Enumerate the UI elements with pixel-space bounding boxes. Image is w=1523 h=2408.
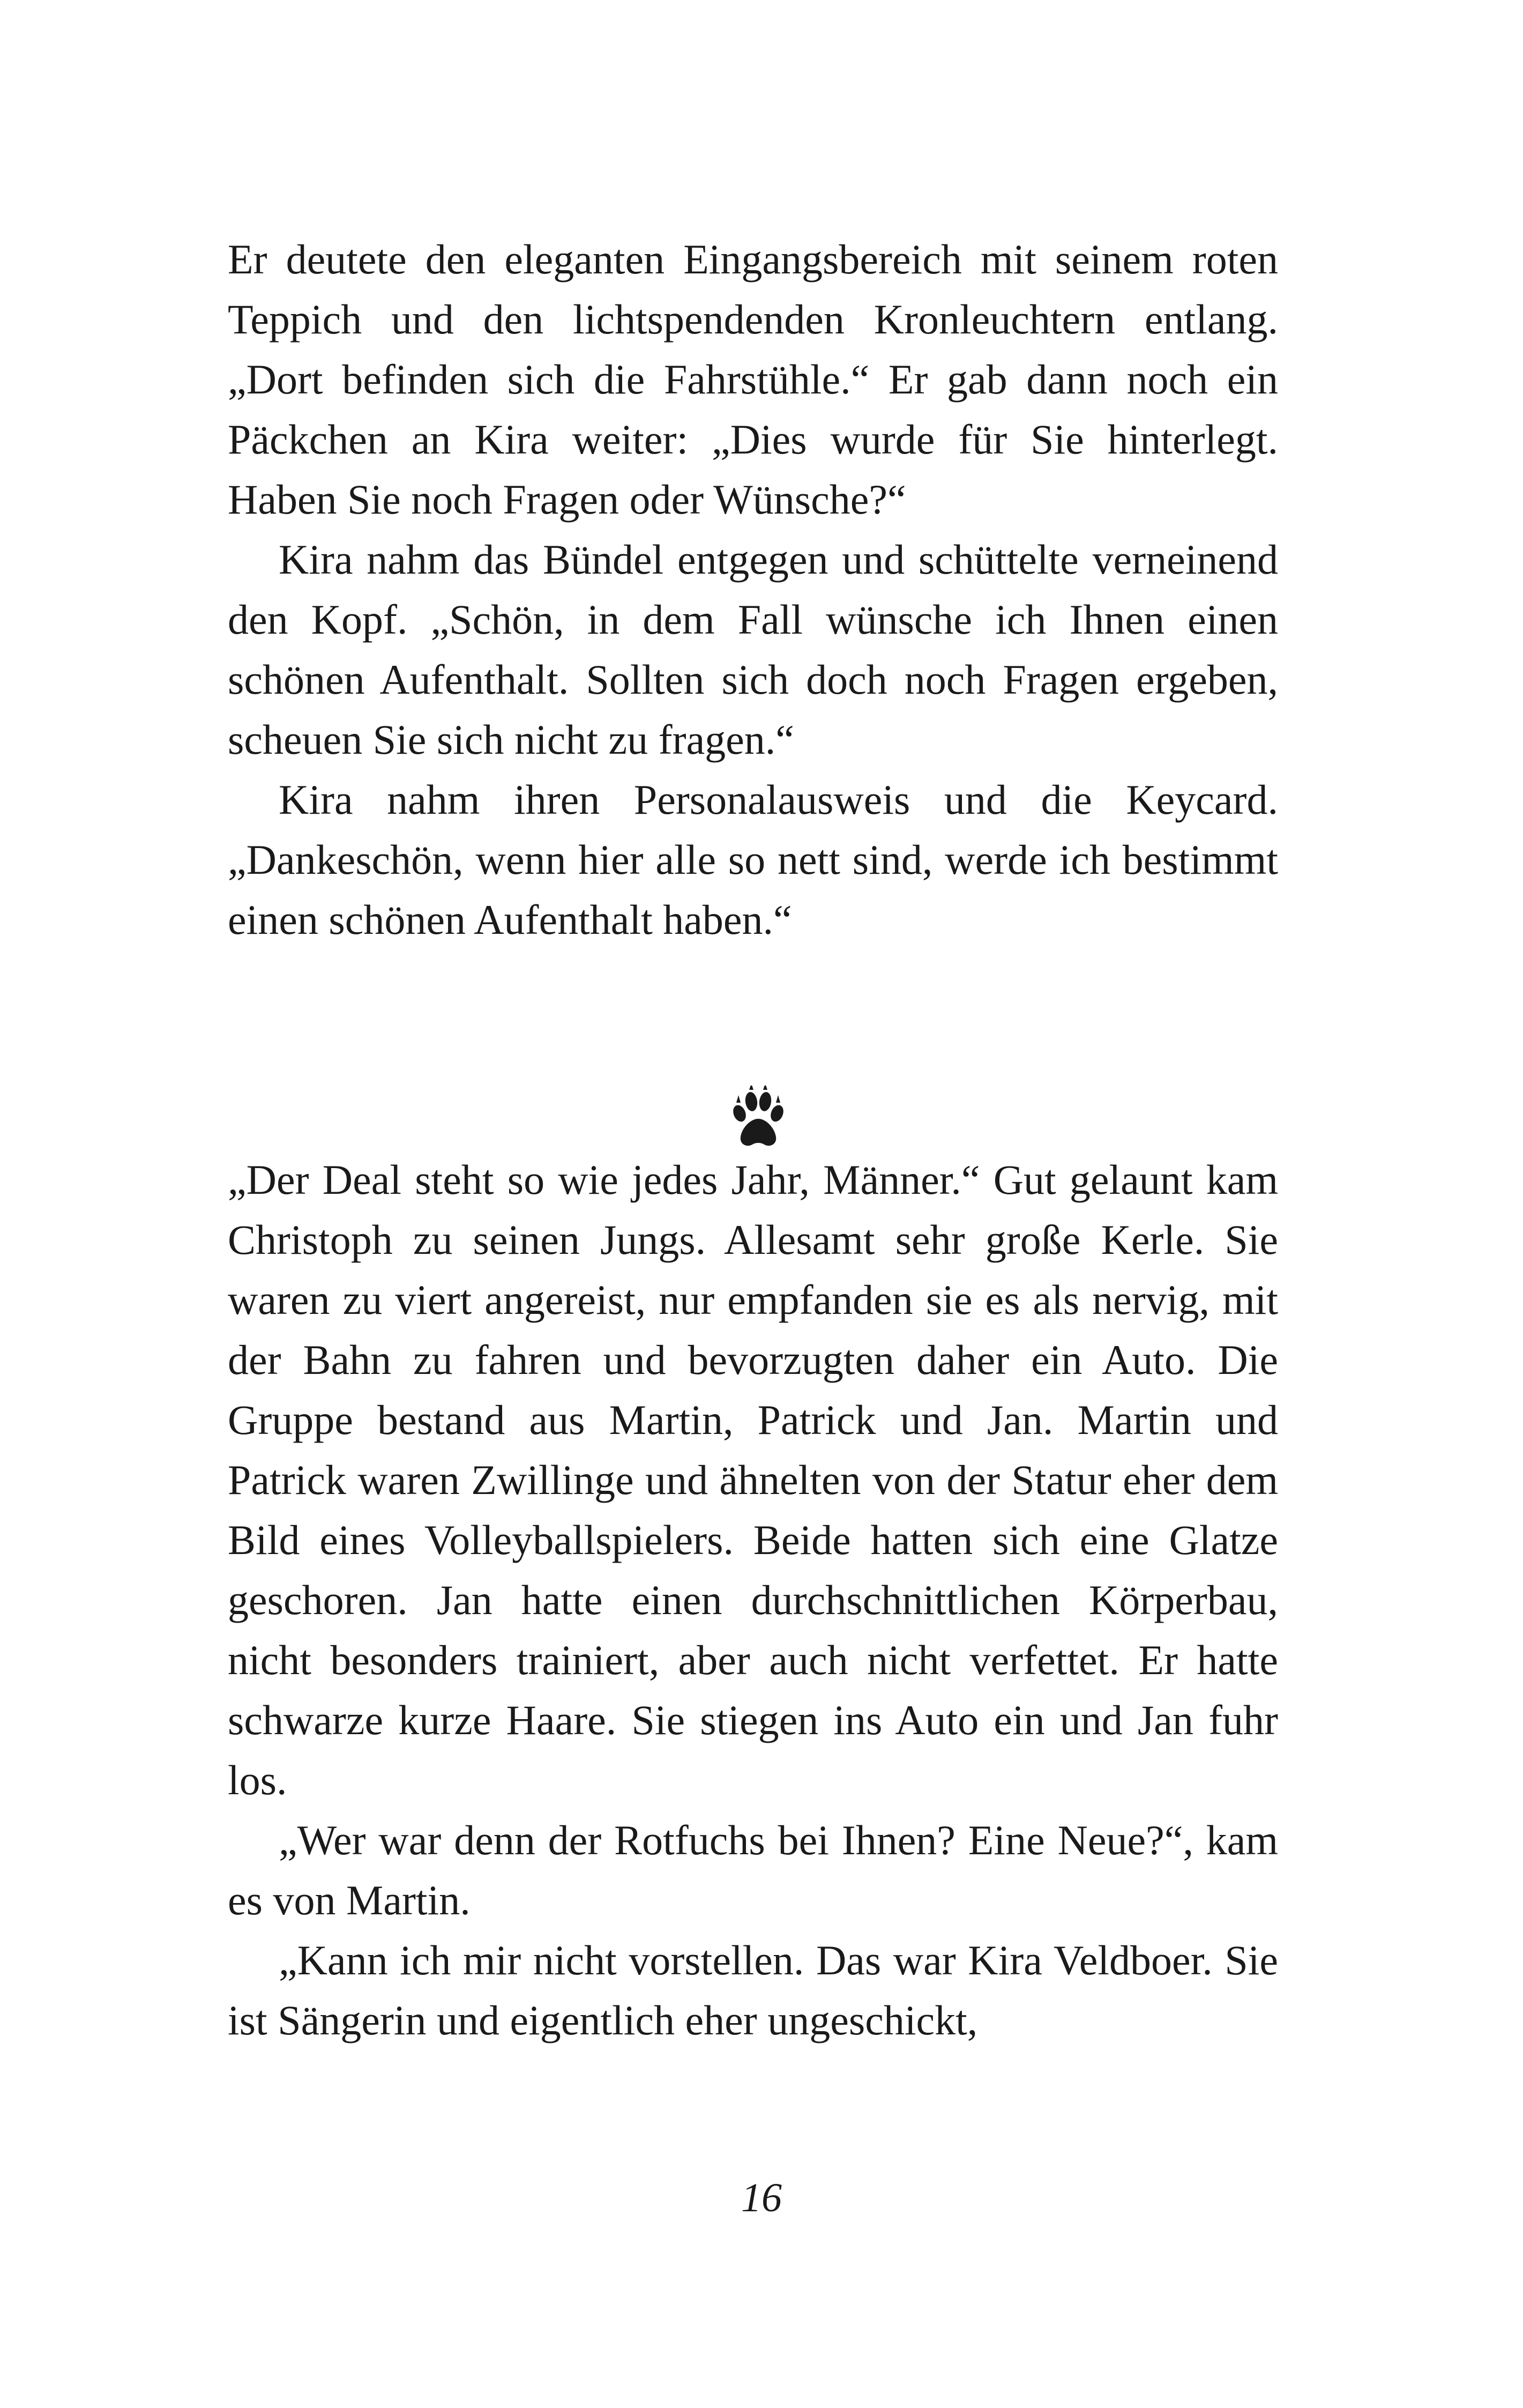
paragraph: Kira nahm das Bündel entgegen und schüttelte verneinend den Kopf. „Schön, in dem Fall wünsche ich Ihnen einen schönen Aufenthalt. Sollten sich doch noch Fragen ergeben, scheuen Sie sich nicht zu fragen.“	[228, 536, 1278, 763]
paragraph: „Wer war denn der Rotfuchs bei Ihnen? Eine Neue?“, kam es von Martin.	[228, 1817, 1278, 1923]
page-number: 16	[741, 2175, 782, 2220]
paragraph: „Kann ich mir nicht vorstellen. Das war Kira Veldboer. Sie ist Sängerin und eigentlich eher ungeschickt,	[228, 1937, 1278, 2043]
paragraph: Kira nahm ihren Personalausweis und die Keycard. „Dankeschön, wenn hier alle so nett sind, werde ich bestimmt einen schönen Aufenthalt haben.“	[228, 776, 1278, 943]
paw-print-icon	[729, 1086, 788, 1150]
text-section-bottom	[228, 1150, 1278, 2050]
paragraph: Er deutete den eleganten Eingangsbereich mit seinem roten Teppich und den lichtspendenden Kronleuchtern entlang. „Dort befinden sich die Fahrstühle.“ Er gab dann noch ein Päckchen an Kira weiter: „Dies wurde für Sie hinterlegt. Haben Sie noch Fragen oder Wünsche?“	[228, 236, 1278, 523]
paragraph: „Der Deal steht so wie jedes Jahr, Männer.“ Gut gelaunt kam Christoph zu seinen Jungs. Allesamt sehr große Kerle. Sie waren zu viert angereist, nur empfanden sie es als nervig, mit der Bahn zu fahren und bevorzugten daher ein Auto. Die Gruppe bestand aus Martin, Patrick und Jan. Martin und Patrick waren Zwillinge und ähnelten von der Statur eher dem Bild eines Volleyballspielers. Beide hatten sich eine Glatze geschoren. Jan hatte einen durchschnittlichen Körperbau, nicht besonders trainiert, aber auch nicht verfettet. Er hatte schwarze kurze Haare. Sie stiegen ins Auto ein und Jan fuhr los.	[228, 1156, 1278, 1803]
text-section-top	[228, 229, 1278, 950]
